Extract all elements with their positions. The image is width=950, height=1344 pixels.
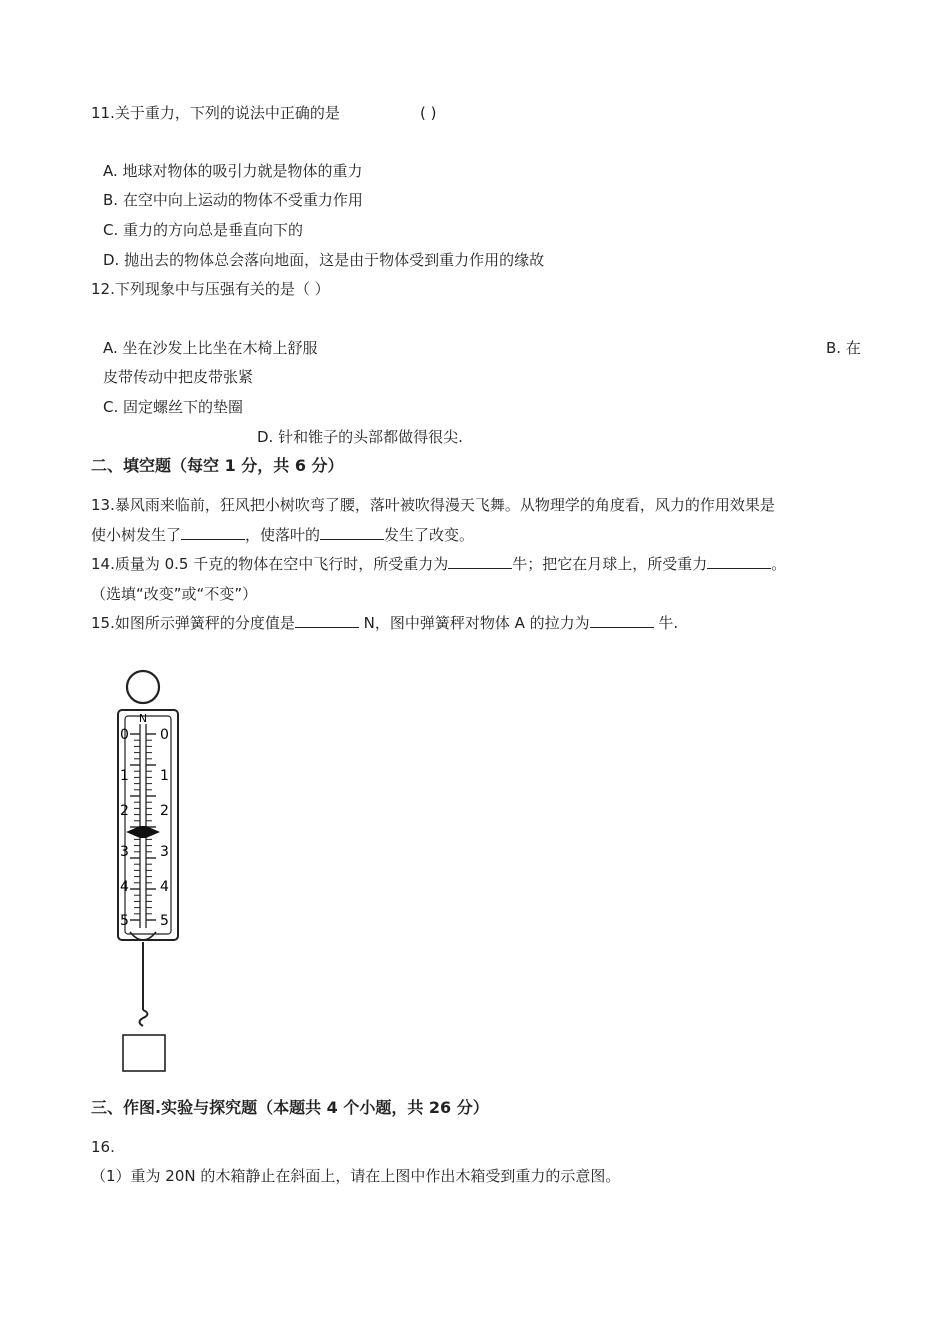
q14-line2: （选填“改变”或“不变”） [91, 585, 258, 603]
q13-blank-2[interactable] [320, 525, 384, 540]
scale-pointer [126, 826, 160, 838]
q12-option-b-head: B. 在 [826, 339, 861, 357]
q16-number: 16. [91, 1138, 115, 1156]
q14-text-2: 牛；把它在月球上，所受重力 [512, 555, 708, 573]
q14-text-1: 14.质量为 0.5 千克的物体在空中飞行时，所受重力为 [91, 555, 449, 573]
q11-option-d: D. 抛出去的物体总会落向地面，这是由于物体受到重力作用的缘故 [103, 251, 545, 269]
q11-stem-line [91, 103, 340, 123]
tick-label-right-3: 3 [160, 844, 169, 860]
tick-label-left-4: 4 [120, 879, 129, 895]
q13-blank-1[interactable] [181, 525, 245, 540]
scale-bottom-cap [130, 932, 156, 940]
q15-text-2: N，图中弹簧秤对物体 A 的拉力为 [358, 614, 590, 632]
tick-label-right-5: 5 [160, 913, 169, 929]
tick-label-right-0: 0 [160, 727, 169, 743]
q13-text-3: 发生了改变。 [384, 526, 475, 544]
tick-label-left-5: 5 [120, 913, 129, 929]
q12-option-a: A. 坐在沙发上比坐在木椅上舒服 [103, 339, 318, 357]
q15-blank-2[interactable] [590, 613, 654, 628]
q11-option-a: A. 地球对物体的吸引力就是物体的重力 [103, 162, 363, 180]
q14-blank-2[interactable] [707, 554, 771, 569]
q11-option-b: B. 在空中向上运动的物体不受重力作用 [103, 191, 363, 209]
tick-label-left-2: 2 [120, 803, 129, 819]
q12-stem: 12.下列现象中与压强有关的是（ ） [91, 280, 330, 298]
q14-blank-1[interactable] [448, 554, 512, 569]
scale-unit-label: N [138, 712, 148, 725]
q15-text-3: 牛. [653, 614, 679, 632]
tick-label-right-2: 2 [160, 803, 169, 819]
q14-text-3: 。 [771, 555, 787, 573]
q12-option-c: C. 固定螺丝下的垫圈 [103, 398, 244, 416]
q13-line1: 13.暴风雨来临前，狂风把小树吹弯了腰，落叶被吹得漫天飞舞。从物理学的角度看，风力的作用效果是 [91, 496, 775, 514]
tick-label-left-0: 0 [120, 727, 129, 743]
q15-blank-1[interactable] [295, 613, 359, 628]
q11-option-c: C. 重力的方向总是垂直向下的 [103, 221, 304, 239]
tick-label-left-3: 3 [120, 844, 129, 860]
q15-text-1: 15.如图所示弹簧秤的分度值是 [91, 614, 295, 632]
tick-label-left-1: 1 [120, 768, 129, 784]
object-a-block [123, 1035, 165, 1071]
q14-line1 [91, 554, 786, 574]
section3-title: 三、作图.实验与探究题（本题共 4 个小题，共 26 分） [91, 1098, 489, 1117]
q16-part1: （1）重为 20N 的木箱静止在斜面上，请在上图中作出木箱受到重力的示意图。 [91, 1167, 621, 1185]
q13-line2 [91, 525, 474, 545]
section2-title: 二、填空题（每空 1 分，共 6 分） [91, 456, 344, 475]
q11-stem: 11.关于重力，下列的说法中正确的是 [91, 104, 340, 122]
spring-scale-figure [108, 660, 198, 1076]
tick-label-right-1: 1 [160, 768, 169, 784]
scale-ring [127, 671, 159, 703]
tick-label-right-4: 4 [160, 879, 169, 895]
q13-text-1: 使小树发生了 [91, 526, 182, 544]
q11-answer-bracket: ( ) [420, 104, 437, 122]
q13-text-2: ，使落叶的 [245, 526, 321, 544]
scale-hook [140, 1010, 148, 1026]
q15-line [91, 613, 678, 633]
q12-option-d: D. 针和锥子的头部都做得很尖. [257, 428, 463, 446]
scale-case [118, 710, 178, 940]
q12-option-b-tail: 皮带传动中把皮带张紧 [103, 368, 254, 386]
